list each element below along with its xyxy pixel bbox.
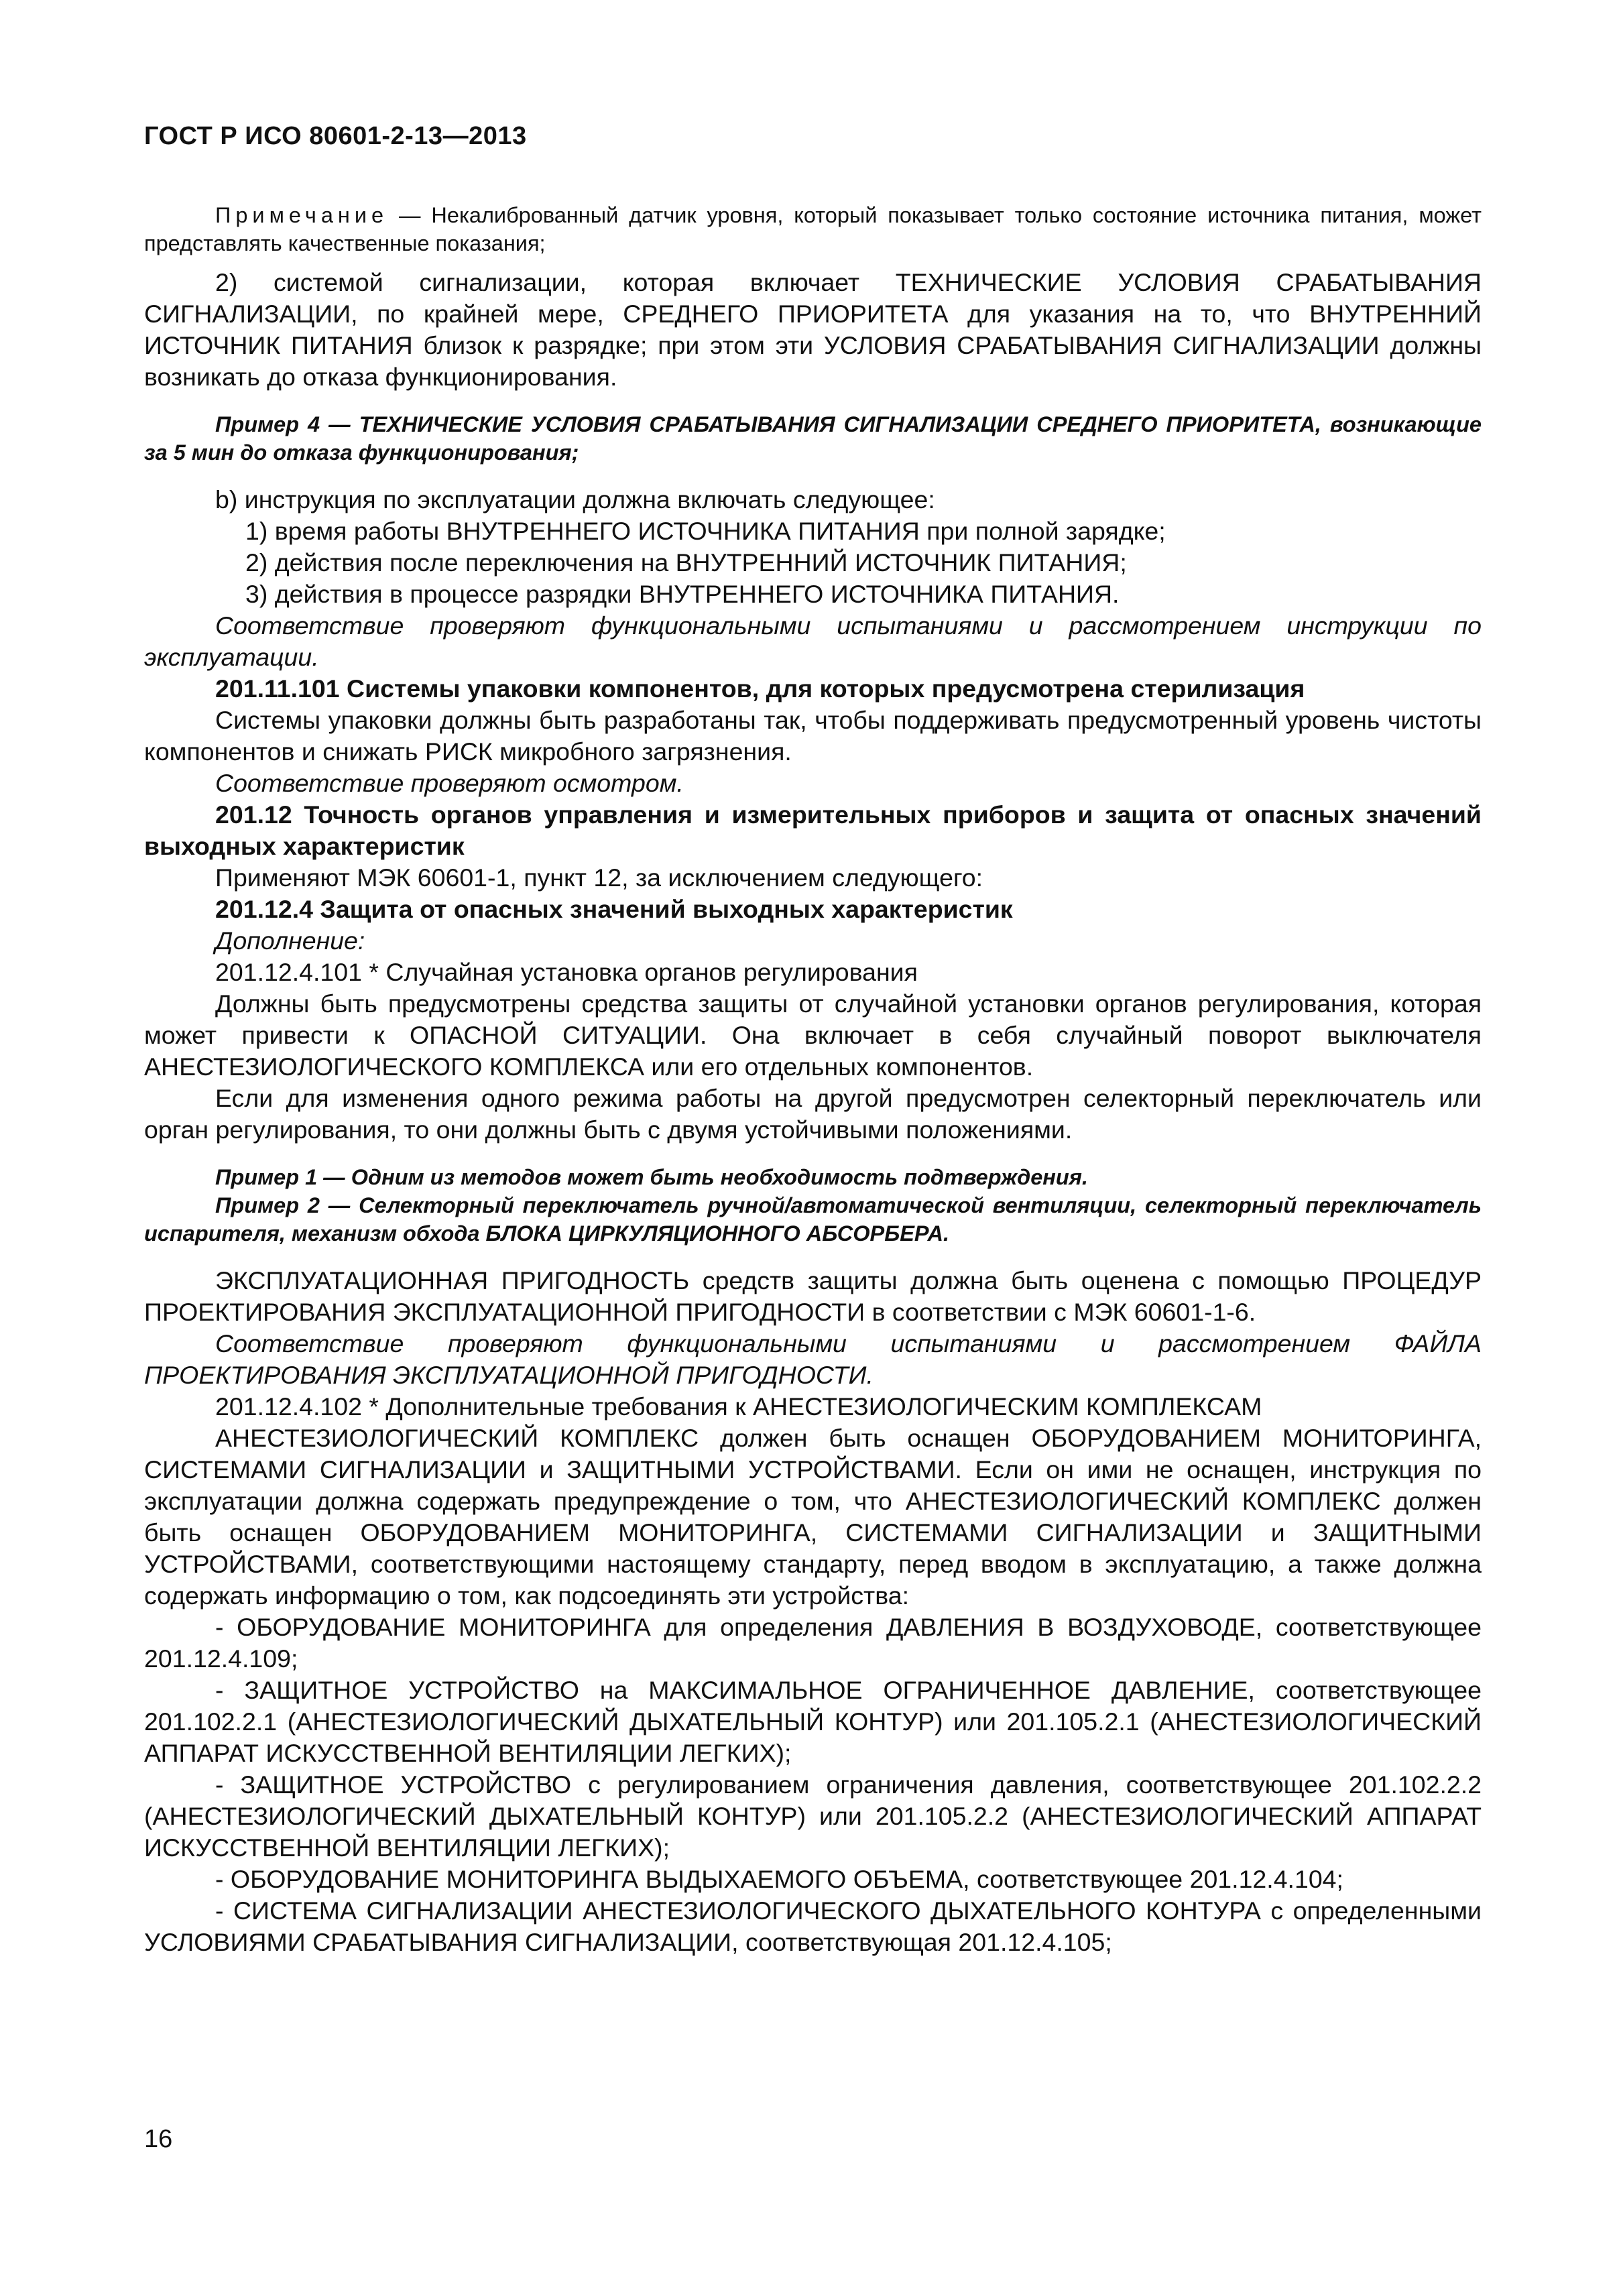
note-paragraph <box>144 201 1482 257</box>
list-item-b-3: 3) действия в процессе разрядки ВНУТРЕННЕГО ИСТОЧНИКА ПИТАНИЯ. <box>245 580 1120 608</box>
example-4: Пример 4 — ТЕХНИЧЕСКИЕ УСЛОВИЯ СРАБАТЫВАНИЯ СИГНАЛИЗАЦИИ СРЕДНЕГО ПРИОРИТЕТА, возникающие за 5 мин до отказа функционирования; <box>144 412 1482 465</box>
section-heading-201-12: 201.12 Точность органов управления и измерительных приборов и защита от опасных значений выходных характеристик <box>144 800 1482 860</box>
page-number: 16 <box>144 2125 173 2153</box>
compliance-check-3: Соответствие проверяют функциональными испытаниями и рассмотрением ФАЙЛА ПРОЕКТИРОВАНИЯ ЭКСПЛУАТАЦИОННОЙ ПРИГОДНОСТИ. <box>144 1329 1482 1389</box>
paragraph-apply-iec: Применяют МЭК 60601-1, пункт 12, за исключением следующего: <box>215 863 983 892</box>
example-2: Пример 2 — Селекторный переключатель ручной/автоматической вентиляции, селекторный переключатель испарителя, механизм обхода БЛОКА ЦИРКУЛЯЦИОННОГО АБСОРБЕРА. <box>144 1193 1482 1246</box>
subsection-201-12-4-101: 201.12.4.101 * Случайная установка органов регулирования <box>215 958 918 986</box>
paragraph-anesthesia-system: АНЕСТЕЗИОЛОГИЧЕСКИЙ КОМПЛЕКС должен быть оснащен ОБОРУДОВАНИЕМ МОНИТОРИНГА, СИСТЕМАМИ СИГНАЛИЗАЦИИ и ЗАЩИТНЫМИ УСТРОЙСТВАМИ. Если он ими не оснащен, инструкция по эксплуатации должна содержать предупреждение о том, что АНЕСТЕЗИОЛОГИЧЕСКИЙ КОМПЛЕКС должен быть оснащен ОБОРУДОВАНИЕМ МОНИТОРИНГА, СИСТЕМАМИ СИГНАЛИЗАЦИИ и ЗАЩИТНЫМИ УСТРОЙСТВАМИ, соответствующими настоящему стандарту, перед вводом в эксплуатацию, а также должна содержать информацию о том, как подсоединять эти устройства: <box>144 1424 1482 1610</box>
list-item-b-2: 2) действия после переключения на ВНУТРЕННИЙ ИСТОЧНИК ПИТАНИЯ; <box>245 548 1127 577</box>
note-label: Примечание <box>215 203 389 227</box>
paragraph-alarm-system: 2) системой сигнализации, которая включает ТЕХНИЧЕСКИЕ УСЛОВИЯ СРАБАТЫВАНИЯ СИГНАЛИЗАЦИИ, по крайней мере, СРЕДНЕГО ПРИОРИТЕТА для указания на то, что ВНУТРЕННИЙ ИСТОЧНИК ПИТАНИЯ близок к разрядке; при этом эти УСЛОВИЯ СРАБАТЫВАНИЯ СИГНАЛИЗАЦИИ должны возникать до отказа функционирования. <box>144 268 1482 391</box>
paragraph-packaging: Системы упаковки должны быть разработаны так, чтобы поддерживать предусмотренный уровень чистоты компонентов и снижать РИСК микробного загрязнения. <box>144 706 1482 766</box>
list-item-b: b) инструкция по эксплуатации должна включать следующее: <box>215 485 935 513</box>
list-item-b-1: 1) время работы ВНУТРЕННЕГО ИСТОЧНИКА ПИТАНИЯ при полной зарядке; <box>245 517 1166 545</box>
dash-item-4: - ОБОРУДОВАНИЕ МОНИТОРИНГА ВЫДЫХАЕМОГО ОБЪЕМА, соответствующее 201.12.4.104; <box>215 1865 1343 1893</box>
document-id-header: ГОСТ Р ИСО 80601-2-13—2013 <box>144 122 527 150</box>
note-text: — Некалиброванный датчик уровня, который показывает только состояние источника питания, может представлять качественные показания; <box>144 203 1482 255</box>
section-heading-201-11-101: 201.11.101 Системы упаковки компонентов, для которых предусмотрена стерилизация <box>215 674 1305 703</box>
compliance-check-1: Соответствие проверяют функциональными испытаниями и рассмотрением инструкции по эксплуатации. <box>144 611 1482 671</box>
dash-item-1: - ОБОРУДОВАНИЕ МОНИТОРИНГА для определения ДАВЛЕНИЯ В ВОЗДУХОВОДЕ, соответствующее 201.12.4.109; <box>144 1613 1482 1673</box>
dash-item-3: - ЗАЩИТНОЕ УСТРОЙСТВО с регулированием ограничения давления, соответствующее 201.102.2.2 (АНЕСТЕЗИОЛОГИЧЕСКИЙ ДЫХАТЕЛЬНЫЙ КОНТУР) или 201.105.2.2 (АНЕСТЕЗИОЛОГИЧЕСКИЙ АППАРАТ ИСКУССТВЕННОЙ ВЕНТИЛЯЦИИ ЛЕГКИХ); <box>144 1770 1482 1862</box>
example-1: Пример 1 — Одним из методов может быть необходимость подтверждения. <box>215 1165 1088 1189</box>
paragraph-protection: Должны быть предусмотрены средства защиты от случайной установки органов регулирования, которая может привести к ОПАСНОЙ СИТУАЦИИ. Она включает в себя случайный поворот выключателя АНЕСТЕЗИОЛОГИЧЕСКОГО КОМПЛЕКСА или его отдельных компонентов. <box>144 989 1482 1081</box>
paragraph-usability: ЭКСПЛУАТАЦИОННАЯ ПРИГОДНОСТЬ средств защиты должна быть оценена с помощью ПРОЦЕДУР ПРОЕКТИРОВАНИЯ ЭКСПЛУАТАЦИОННОЙ ПРИГОДНОСТИ в соответствии с МЭК 60601-1-6. <box>144 1266 1482 1326</box>
paragraph-selector-switch: Если для изменения одного режима работы на другой предусмотрен селекторный переключатель или орган регулирования, то они должны быть с двумя устойчивыми положениями. <box>144 1084 1482 1144</box>
document-body <box>144 201 1482 1958</box>
subsection-201-12-4-102: 201.12.4.102 * Дополнительные требования к АНЕСТЕЗИОЛОГИЧЕСКИМ КОМПЛЕКСАМ <box>215 1392 1262 1421</box>
dash-item-5: - СИСТЕМА СИГНАЛИЗАЦИИ АНЕСТЕЗИОЛОГИЧЕСКОГО ДЫХАТЕЛЬНОГО КОНТУРА с определенными УСЛОВИЯМИ СРАБАТЫВАНИЯ СИГНАЛИЗАЦИИ, соответствующая 201.12.4.105; <box>144 1896 1482 1956</box>
addition-label: Дополнение: <box>215 926 365 955</box>
compliance-check-2: Соответствие проверяют осмотром. <box>215 769 684 797</box>
section-heading-201-12-4: 201.12.4 Защита от опасных значений выходных характеристик <box>215 895 1013 923</box>
dash-item-2: - ЗАЩИТНОЕ УСТРОЙСТВО на МАКСИМАЛЬНОЕ ОГРАНИЧЕННОЕ ДАВЛЕНИЕ, соответствующее 201.102.2.1 (АНЕСТЕЗИОЛОГИЧЕСКИЙ ДЫХАТЕЛЬНЫЙ КОНТУР) или 201.105.2.1 (АНЕСТЕЗИОЛОГИЧЕСКИЙ АППАРАТ ИСКУССТВЕННОЙ ВЕНТИЛЯЦИИ ЛЕГКИХ); <box>144 1676 1482 1767</box>
